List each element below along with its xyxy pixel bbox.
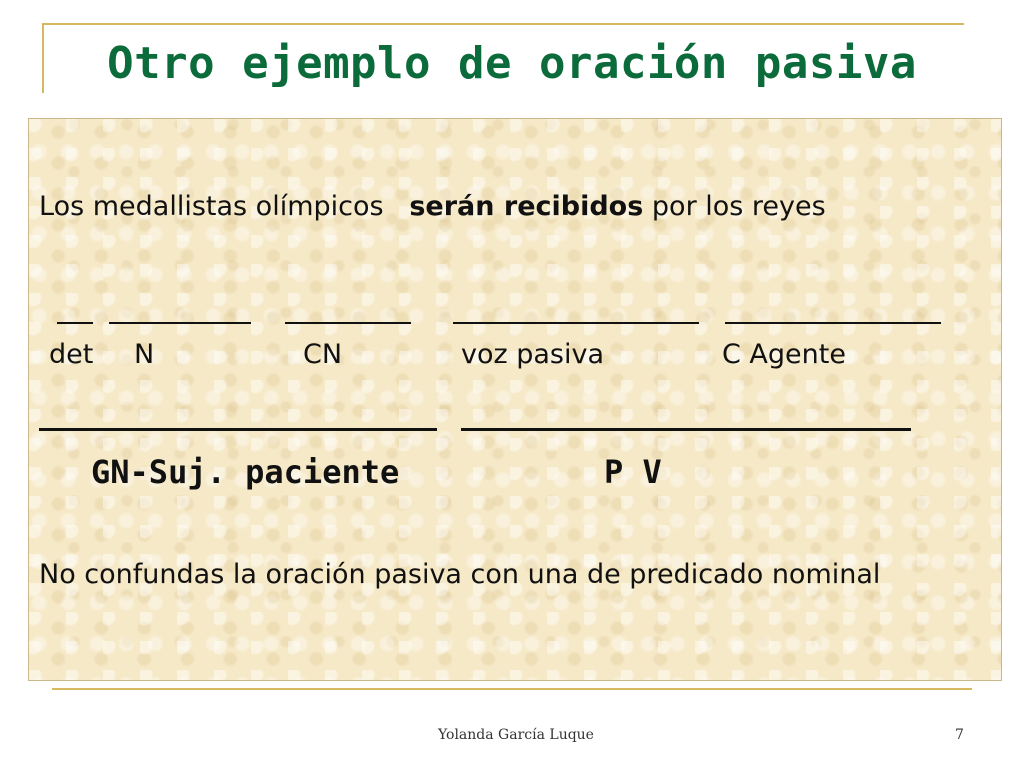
blank-cn — [285, 322, 411, 324]
blank-n — [109, 322, 251, 324]
bottom-accent-rule — [52, 688, 972, 690]
slide-title: Otro ejemplo de oración pasiva — [107, 38, 917, 89]
predicate-group-label: P V — [604, 453, 662, 491]
page-number: 7 — [955, 727, 964, 743]
sentence-subject: Los medallistas olímpicos — [39, 191, 384, 222]
label-c-agente: C Agente — [722, 339, 846, 370]
top-accent-rule — [42, 23, 964, 25]
blank-voz — [453, 322, 699, 324]
example-sentence — [39, 191, 826, 222]
label-voz-pasiva: voz pasiva — [461, 339, 605, 370]
subject-group-rule — [39, 428, 437, 431]
subject-group-label: GN-Suj. paciente — [91, 453, 400, 491]
sentence-agent: por los reyes — [651, 191, 826, 222]
blank-det — [57, 322, 93, 324]
warning-note: No confundas la oración pasiva con una de predicado nominal — [39, 559, 881, 590]
content-panel — [28, 118, 1002, 681]
footer-author: Yolanda García Luque — [438, 727, 594, 743]
label-n: N — [134, 339, 155, 370]
label-det: det — [49, 339, 94, 370]
sentence-verb: serán recibidos — [409, 191, 644, 222]
blank-agente — [725, 322, 941, 324]
label-cn: CN — [303, 339, 343, 370]
predicate-group-rule — [461, 428, 911, 431]
